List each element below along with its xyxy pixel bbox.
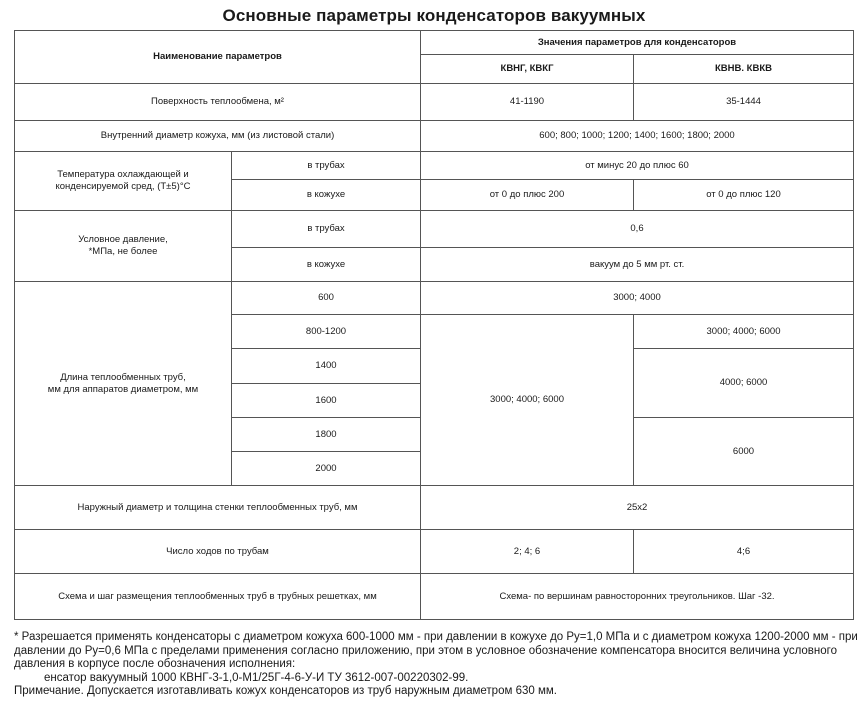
footnote-line: давления в корпусе после обозначения исполнения:: [14, 658, 296, 670]
length-d800-1200: 800-1200: [231, 314, 421, 349]
scheme-label: Схема и шаг размещения теплообменных труб в трубных решетках, мм: [14, 573, 421, 620]
length-d1600: 1600: [231, 383, 421, 418]
pressure-in-tubes: в трубах: [231, 210, 421, 248]
temperature-shell-kvng: от 0 до плюс 200: [420, 179, 634, 211]
length-label: Длина теплообменных труб, мм для аппаратов диаметром, мм: [14, 281, 232, 486]
length-kvnv-800-1200: 3000; 4000; 6000: [633, 314, 854, 349]
note-line: Примечание. Допускается изготавливать кожух конденсаторов из труб наружным диаметром 630 мм.: [14, 685, 557, 697]
length-kvnv-1800-2000: 6000: [633, 417, 854, 486]
length-kvnv-1400-1600: 4000; 6000: [633, 348, 854, 418]
footnotes: [14, 631, 858, 699]
length-d1800: 1800: [231, 417, 421, 452]
length-d2000: 2000: [231, 451, 421, 486]
length-v600: 3000; 4000: [420, 281, 854, 315]
outer-diameter-label: Наружный диаметр и толщина стенки теплообменных труб, мм: [14, 485, 421, 530]
pressure-shell-value: вакуум до 5 мм рт. ст.: [420, 247, 854, 282]
passes-kvng: 2; 4; 6: [420, 529, 634, 574]
temperature-shell-kvnv: от 0 до плюс 120: [633, 179, 854, 211]
header-col-kvnv: КВНВ. КВКВ: [633, 54, 854, 84]
scheme-value: Схема- по вершинам равносторонних треугольников. Шаг -32.: [420, 573, 854, 620]
header-param-name: Наименование параметров: [14, 30, 421, 84]
page-title: Основные параметры конденсаторов вакуумных: [222, 6, 646, 25]
pressure-tubes-value: 0,6: [420, 210, 854, 248]
length-kvng-rest: 3000; 4000; 6000: [420, 314, 634, 486]
surface-kvng: 41-1190: [420, 83, 634, 121]
footnote-line: * Разрешается применять конденсаторы с диаметром кожуха 600-1000 мм - при давлении в кожухе до Ру=1,0 МПа и с диаметром кожуха 1200-2000 мм - при: [14, 631, 858, 643]
passes-kvnv: 4;6: [633, 529, 854, 574]
diameter-label: Внутренний диаметр кожуха, мм (из листовой стали): [14, 120, 421, 152]
surface-kvnv: 35-1444: [633, 83, 854, 121]
pressure-in-shell: в кожухе: [231, 247, 421, 282]
pressure-label: Условное давление, *МПа, не более: [14, 210, 232, 282]
length-d600: 600: [231, 281, 421, 315]
length-d1400: 1400: [231, 348, 421, 384]
passes-label: Число ходов по трубам: [14, 529, 421, 574]
header-values-title: Значения параметров для конденсаторов: [420, 30, 854, 55]
header-col-kvng: КВНГ, КВКГ: [420, 54, 634, 84]
surface-label: Поверхность теплообмена, м²: [14, 83, 421, 121]
footnote-example: енсатор вакуумный 1000 КВНГ-3-1,0-М1/25Г-4-6-У-И ТУ 3612-007-00220302-99.: [44, 671, 469, 684]
footnote-line: давлении до Ру=0,6 МПа с пределами применения согласно приложению, при этом в условное обозначение компенсатора вносится величина условного: [14, 644, 838, 657]
temperature-tubes-value: от минус 20 до плюс 60: [420, 151, 854, 180]
temperature-in-shell: в кожухе: [231, 179, 421, 211]
temperature-in-tubes: в трубах: [231, 151, 421, 180]
temperature-label: Температура охлаждающей и конденсируемой сред, (Т±5)°С: [14, 151, 232, 211]
diameter-value: 600; 800; 1000; 1200; 1400; 1600; 1800; 2000: [420, 120, 854, 152]
outer-diameter-value: 25х2: [420, 485, 854, 530]
parameters-table: [14, 30, 854, 620]
